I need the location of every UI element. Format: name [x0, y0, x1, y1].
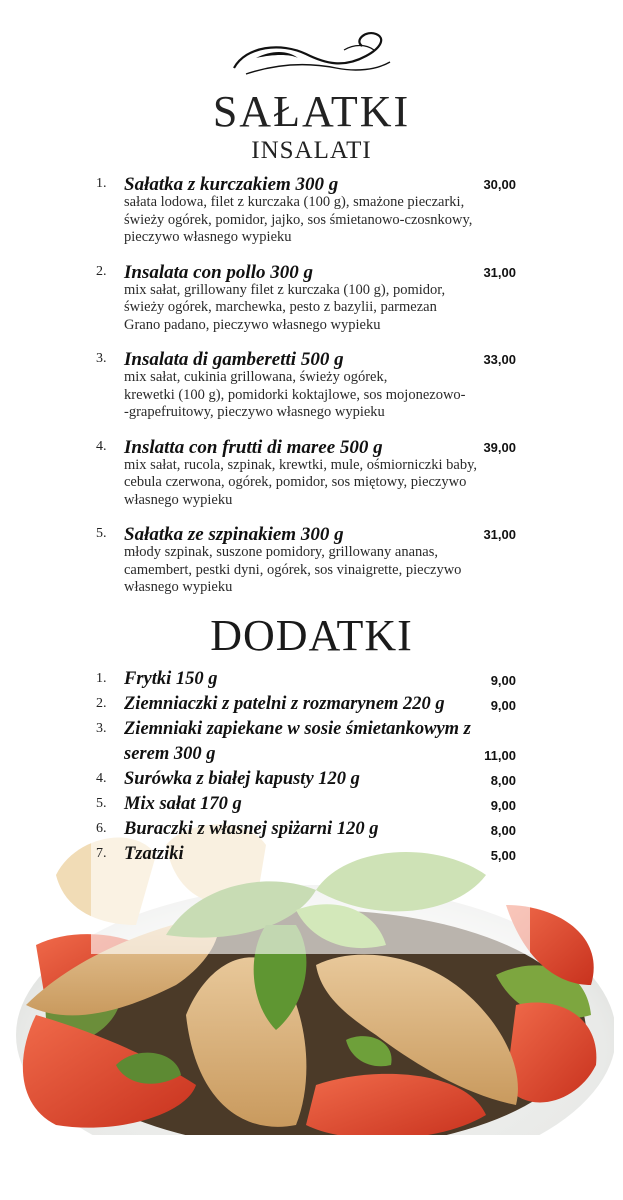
item-name: Ziemniaki zapiekane w sosie śmietankowym z serem 300 g	[124, 719, 471, 764]
item-name: Tzatziki	[124, 844, 184, 864]
item-name: Insalata di gamberetti 500 g	[124, 349, 344, 370]
salad-list	[96, 173, 516, 611]
item-price: 8,00	[490, 823, 516, 838]
sides-list	[96, 667, 516, 867]
item-number: 5.	[96, 526, 107, 541]
menu-item	[96, 261, 516, 335]
ornament-flourish	[226, 28, 396, 84]
item-price: 31,00	[483, 527, 516, 542]
item-number: 7.	[96, 846, 107, 861]
item-price: 8,00	[490, 773, 516, 788]
item-price: 33,00	[483, 352, 516, 367]
item-price: 30,00	[483, 177, 516, 192]
item-name: Ziemniaczki z patelni z rozmarynem 220 g	[124, 694, 445, 714]
item-price: 5,00	[490, 848, 516, 863]
desc-line: własnego wypieku	[124, 579, 233, 595]
desc-line: cebula czerwona, ogórek, pomidor, sos miętowy, pieczywo	[124, 474, 467, 490]
item-name: Surówka z białej kapusty 120 g	[124, 769, 360, 789]
desc-line: własnego wypieku	[124, 491, 233, 508]
section-subtitle-insalati: INSALATI	[251, 137, 372, 164]
item-number: 6.	[96, 821, 107, 836]
menu-item	[96, 817, 516, 842]
item-name: Frytki 150 g	[124, 669, 218, 689]
desc-line: camembert, pestki dyni, ogórek, sos vinaigrette, pieczywo	[124, 561, 462, 578]
item-number: 1.	[96, 176, 107, 191]
menu-item	[96, 436, 516, 510]
item-name: Buraczki z własnej spiżarni 120 g	[124, 819, 379, 839]
desc-line: mix sałat, rucola, szpinak, krewtki, mule, ośmiorniczki baby,	[124, 456, 478, 473]
menu-item	[96, 692, 516, 717]
desc-line: krewetki (100 g), pomidorki koktajlowe, sos mojonezowo-	[124, 386, 466, 403]
menu-item	[96, 792, 516, 817]
desc-line: Grano padano, pieczywo własnego wypieku	[124, 316, 381, 333]
desc-line: mix sałat, cukinia grillowana, świeży ogórek,	[124, 369, 388, 385]
desc-line: pieczywo własnego wypieku	[124, 229, 292, 245]
menu-item	[96, 767, 516, 792]
desc-line: sałata lodowa, filet z kurczaka (100 g), smażone pieczarki,	[124, 194, 465, 210]
item-number: 5.	[96, 796, 107, 811]
section-title-salatki: SAŁATKI	[212, 87, 411, 136]
item-number: 3.	[96, 351, 107, 366]
menu-item	[96, 523, 516, 597]
item-name: Insalata con pollo 300 g	[124, 261, 313, 283]
item-name: Sałatka ze szpinakiem 300 g	[124, 524, 344, 545]
item-price: 31,00	[483, 264, 516, 280]
desc-line: świeży ogórek, pomidor, jajko, sos śmietanowo-czosnkowy,	[124, 211, 473, 228]
menu-item	[96, 348, 516, 422]
item-number: 4.	[96, 771, 107, 786]
menu-item	[96, 667, 516, 692]
item-name: Sałatka z kurczakiem 300 g	[124, 174, 339, 195]
menu-item	[96, 717, 516, 767]
menu-item	[96, 842, 516, 867]
item-number: 2.	[96, 263, 107, 279]
section-title-dodatki: DODATKI	[210, 611, 413, 660]
item-name: Mix sałat 170 g	[124, 794, 242, 814]
desc-line: mix sałat, grillowany filet z kurczaka (100 g), pomidor,	[124, 281, 446, 298]
item-number: 3.	[96, 721, 107, 736]
desc-line: -grapefruitowy, pieczywo własnego wypieku	[124, 404, 385, 420]
item-price: 9,00	[490, 798, 516, 813]
item-price: 11,00	[484, 748, 516, 763]
desc-line: świeży ogórek, marchewka, pesto z bazylii, parmezan	[124, 299, 437, 315]
item-price: 9,00	[490, 698, 516, 713]
menu-item	[96, 173, 516, 247]
item-number: 1.	[96, 671, 107, 686]
item-number: 2.	[96, 696, 107, 711]
item-price: 39,00	[483, 439, 516, 455]
desc-line: młody szpinak, suszone pomidory, grillowany ananas,	[124, 544, 438, 560]
item-number: 4.	[96, 438, 107, 454]
item-price: 9,00	[490, 673, 516, 688]
item-name: Inslatta con frutti di maree 500 g	[124, 436, 383, 458]
